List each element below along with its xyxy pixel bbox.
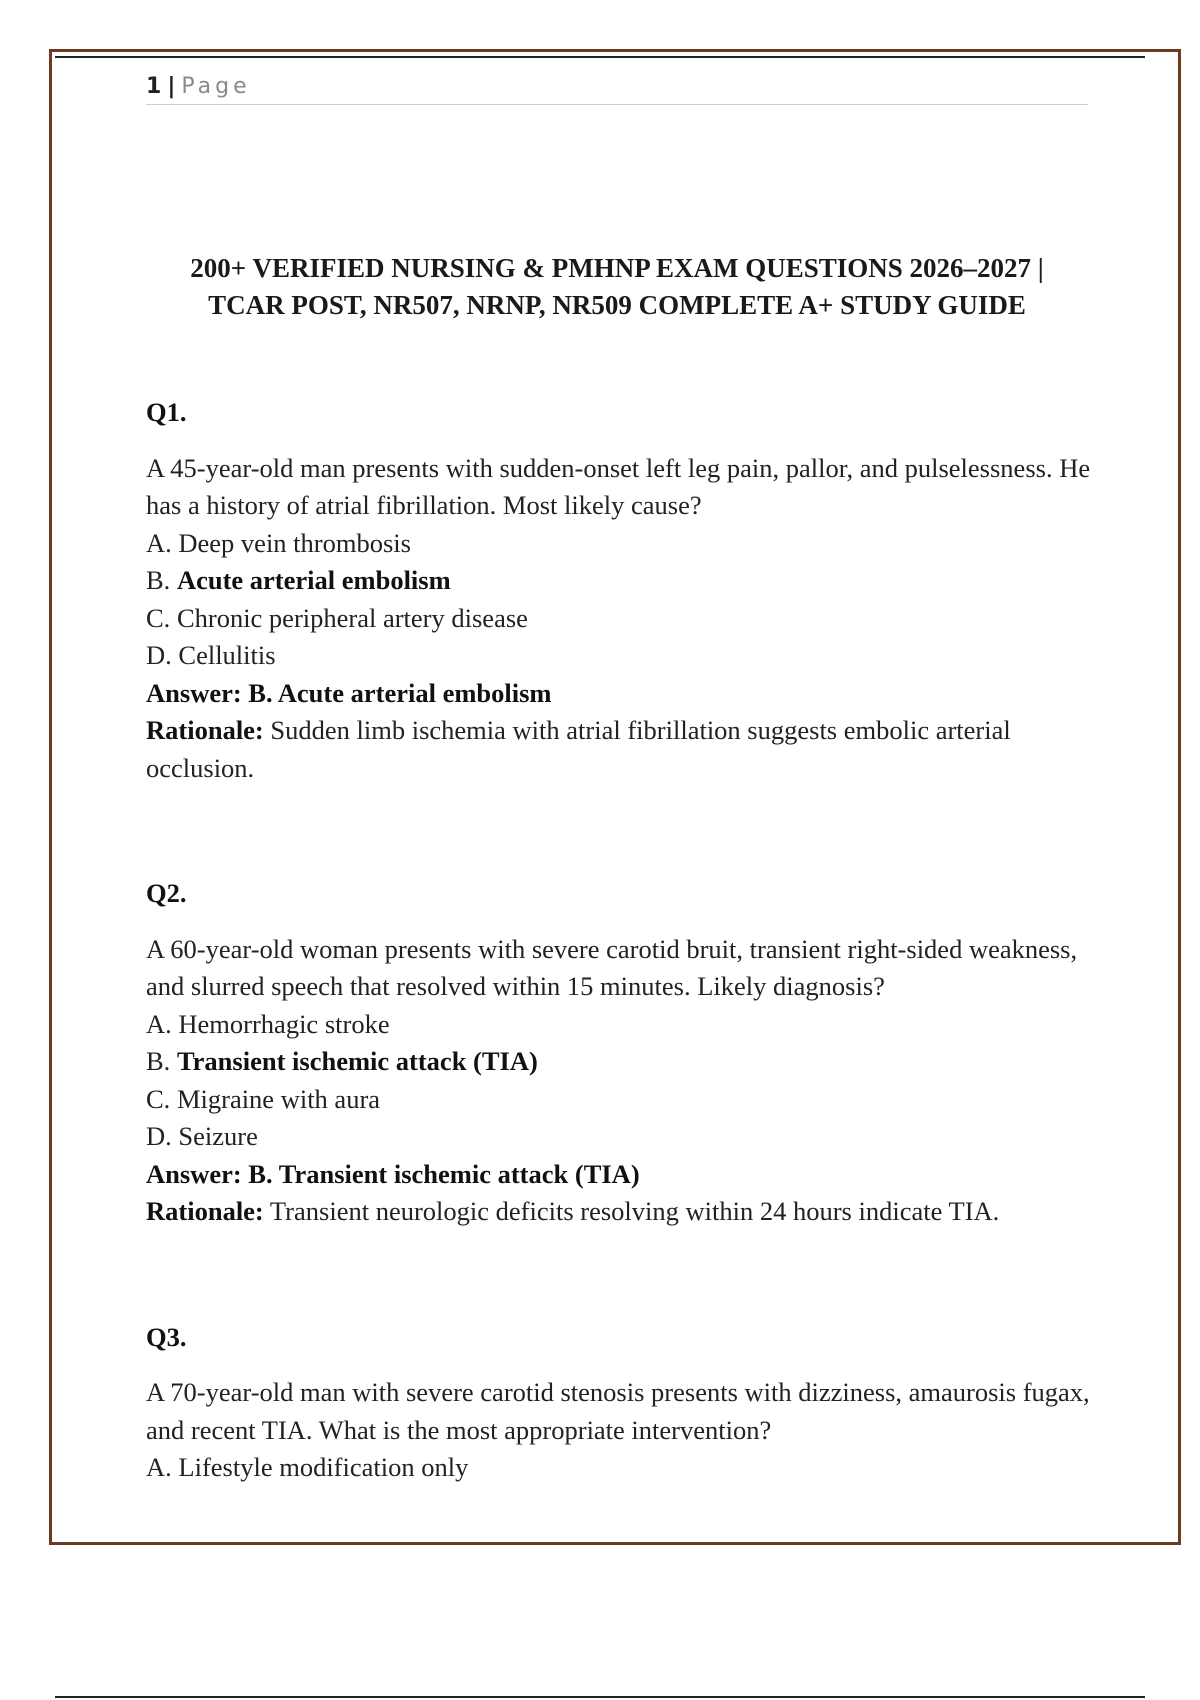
rationale-text: Sudden limb ischemia with atrial fibrillation suggests embolic arterial occlusion. (146, 715, 1011, 783)
question-label: Q1. (146, 397, 187, 427)
page-word: Page (181, 74, 251, 99)
answer: Answer: B. Transient ischemic attack (TIA) (146, 1158, 640, 1189)
option-prefix: C. (146, 1083, 171, 1114)
document-title (146, 250, 1088, 324)
top-rule (55, 56, 1145, 58)
option-text: Seizure (178, 1121, 258, 1151)
rationale (146, 712, 1096, 787)
option-d (146, 637, 1096, 675)
option-c (146, 600, 1096, 638)
question-stem: A 45-year-old man presents with sudden-onset left leg pain, pallor, and pulselessness. He has a history of atrial fibrillation. Most likely cause? (146, 452, 1091, 520)
option-c (146, 1081, 1096, 1119)
option-prefix: A. (146, 1452, 172, 1482)
title-line-2: TCAR POST, NR507, NRNP, NR509 COMPLETE A+ STUDY GUIDE (208, 290, 1026, 320)
option-text: Cellulitis (178, 640, 276, 670)
option-prefix: C. (146, 602, 171, 633)
answer: Answer: B. Acute arterial embolism (146, 677, 552, 708)
option-prefix: D. (146, 640, 172, 670)
question-stem: A 70-year-old man with severe carotid stenosis presents with dizziness, amaurosis fugax, and recent TIA. What is the most appropriate intervention? (146, 1377, 1090, 1445)
option-a (146, 525, 1096, 563)
option-prefix: B. (146, 565, 171, 595)
question-label: Q3. (146, 1321, 187, 1352)
header-separator: | (167, 74, 176, 99)
option-prefix: A. (146, 527, 172, 558)
option-text: Migraine with aura (176, 1083, 381, 1114)
rationale (146, 1193, 1096, 1231)
option-prefix: A. (146, 1008, 172, 1039)
option-text: Acute arterial embolism (176, 565, 451, 595)
option-a (146, 1006, 1096, 1044)
option-text: Transient ischemic attack (TIA) (176, 1046, 538, 1076)
question-label: Q2. (146, 878, 187, 908)
option-b (146, 1043, 1096, 1081)
option-text: Hemorrhagic stroke (178, 1008, 390, 1039)
question-list (146, 394, 1096, 1575)
rationale-label: Rationale: (146, 715, 264, 745)
question-2 (146, 875, 1096, 1231)
option-prefix: B. (146, 1046, 171, 1076)
bottom-rule (55, 1696, 1145, 1698)
option-b (146, 562, 1096, 600)
option-prefix: D. (146, 1121, 172, 1151)
question-stem: A 60-year-old woman presents with severe carotid bruit, transient right-sided weakness, and slurred speech that resolved within 15 minutes. Likely diagnosis? (146, 933, 1078, 1001)
question-3 (146, 1319, 1096, 1487)
option-text: Lifestyle modification only (178, 1452, 469, 1482)
option-text: Chronic peripheral artery disease (176, 602, 528, 633)
option-a (146, 1449, 1096, 1487)
rationale-label: Rationale: (146, 1196, 264, 1226)
page-header (146, 70, 1088, 105)
rationale-text: Transient neurologic deficits resolving within 24 hours indicate TIA. (269, 1196, 1000, 1226)
question-1 (146, 394, 1096, 787)
page-number: 1 (146, 74, 162, 99)
title-line-1: 200+ VERIFIED NURSING & PMHNP EXAM QUESTIONS 2026–2027 | (190, 253, 1044, 283)
option-d (146, 1118, 1096, 1156)
option-text: Deep vein thrombosis (178, 527, 411, 558)
